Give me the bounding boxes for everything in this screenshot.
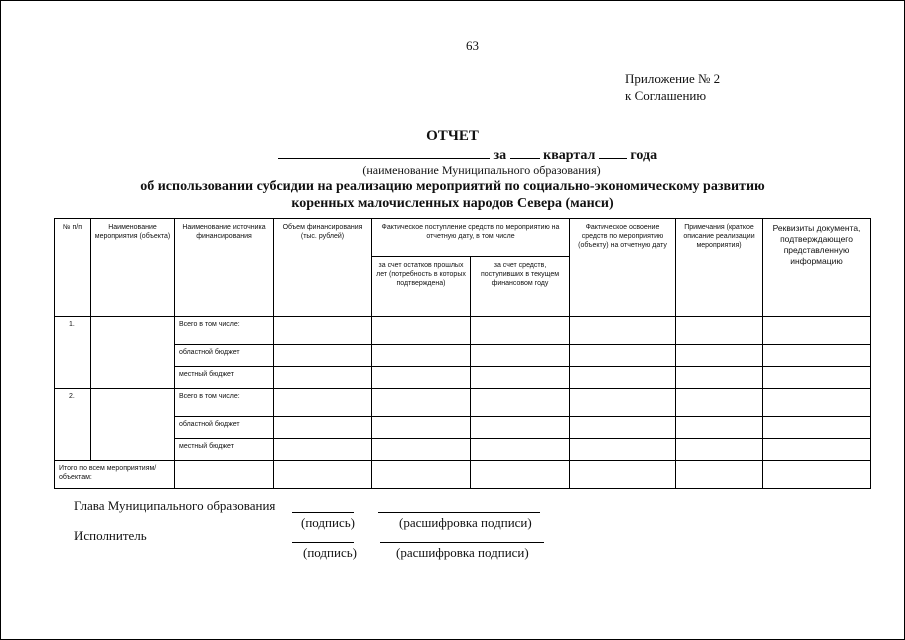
cell[interactable] <box>570 417 676 439</box>
cell[interactable] <box>274 389 372 417</box>
cell[interactable] <box>372 461 471 489</box>
cell[interactable] <box>570 439 676 461</box>
subtitle-line-2: коренных малочисленных народов Севера (манси) <box>291 196 614 211</box>
table-row <box>55 367 871 389</box>
appendix-note <box>625 70 720 104</box>
total-row <box>55 461 871 489</box>
event-cell[interactable] <box>91 317 175 389</box>
row-num: 1. <box>55 317 91 389</box>
cell[interactable] <box>471 461 570 489</box>
cell[interactable] <box>175 461 274 489</box>
cell[interactable] <box>676 439 763 461</box>
year-blank <box>599 146 627 159</box>
cell[interactable] <box>274 439 372 461</box>
executor-decode-line[interactable] <box>380 542 544 543</box>
row-num: 2. <box>55 389 91 461</box>
period-za: за <box>493 148 507 163</box>
cell[interactable] <box>763 417 871 439</box>
table-row <box>55 439 871 461</box>
municipality-hint: (наименование Муниципального образования) <box>362 163 601 177</box>
table-row <box>55 345 871 367</box>
header-actual-receipt: Фактическое поступление средств по мероприятию на отчетную дату, в том числе <box>372 219 570 257</box>
header-event: Наименование мероприятия (объекта) <box>91 219 175 317</box>
quarter-blank <box>510 146 540 159</box>
head-sign-hint: (подпись) <box>301 515 355 530</box>
cell[interactable] <box>570 317 676 345</box>
head-decode-hint: (расшифровка подписи) <box>399 515 532 530</box>
cell[interactable] <box>471 439 570 461</box>
cell[interactable] <box>676 461 763 489</box>
cell[interactable] <box>372 439 471 461</box>
cell[interactable] <box>763 317 871 345</box>
cell[interactable] <box>274 417 372 439</box>
header-actual-use: Фактическое освоение средств по мероприятию (объекту) на отчетную дату <box>570 219 676 317</box>
cell[interactable] <box>676 389 763 417</box>
cell[interactable] <box>372 417 471 439</box>
cell[interactable] <box>274 367 372 389</box>
header-requisites: Реквизиты документа, подтверждающего представленную информацию <box>763 219 871 317</box>
page-number: 63 <box>466 38 479 53</box>
head-label: Глава Муниципального образования <box>74 498 276 513</box>
cell[interactable] <box>372 367 471 389</box>
cell[interactable] <box>676 317 763 345</box>
source-local-cell: местный бюджет <box>175 367 274 389</box>
table-row <box>55 389 871 417</box>
cell[interactable] <box>471 417 570 439</box>
report-subtitle <box>0 178 905 212</box>
total-label: Итого по всем мероприятиям/объектам: <box>55 461 175 489</box>
source-total-cell: Всего в том числе: <box>175 389 274 417</box>
header-notes: Примечания (краткое описание реализации мероприятия) <box>676 219 763 317</box>
report-title: ОТЧЕТ <box>426 128 479 144</box>
cell[interactable] <box>676 417 763 439</box>
municipality-blank <box>278 146 490 159</box>
cell[interactable] <box>763 461 871 489</box>
subtitle-line-1: об использовании субсидии на реализацию мероприятий по социально-экономическому развитию <box>140 179 765 194</box>
source-regional-cell: областной бюджет <box>175 417 274 439</box>
header-source: Наименование источника финансирования <box>175 219 274 317</box>
report-period-line <box>278 146 657 164</box>
cell[interactable] <box>676 345 763 367</box>
cell[interactable] <box>570 461 676 489</box>
cell[interactable] <box>471 345 570 367</box>
header-receipt-prev-years: за счет остатков прошлых лет (потребность в которых подтверждена) <box>372 257 471 317</box>
appendix-line-1: Приложение № 2 <box>625 71 721 86</box>
head-decode-line[interactable] <box>378 512 540 513</box>
source-total-cell: Всего в том числе: <box>175 317 274 345</box>
cell[interactable] <box>372 389 471 417</box>
header-num: № п/п <box>55 219 91 317</box>
cell[interactable] <box>676 367 763 389</box>
cell[interactable] <box>763 367 871 389</box>
event-cell[interactable] <box>91 389 175 461</box>
cell[interactable] <box>763 389 871 417</box>
cell[interactable] <box>570 345 676 367</box>
executor-sign-hint: (подпись) <box>303 545 357 560</box>
period-quarter: квартал <box>543 148 596 163</box>
executor-decode-hint: (расшифровка подписи) <box>396 545 529 560</box>
executor-label: Исполнитель <box>74 528 147 543</box>
period-year: года <box>630 148 658 163</box>
header-receipt-current-year: за счет средств, поступивших в текущем финансовом году <box>471 257 570 317</box>
executor-sign-line[interactable] <box>292 542 354 543</box>
header-volume: Объем финансирования (тыс. рублей) <box>274 219 372 317</box>
cell[interactable] <box>471 317 570 345</box>
cell[interactable] <box>372 317 471 345</box>
table-row <box>55 417 871 439</box>
cell[interactable] <box>471 367 570 389</box>
table-row <box>55 317 871 345</box>
cell[interactable] <box>274 317 372 345</box>
appendix-line-2: к Соглашению <box>625 88 707 103</box>
cell[interactable] <box>274 461 372 489</box>
cell[interactable] <box>372 345 471 367</box>
head-sign-line[interactable] <box>292 512 354 513</box>
cell[interactable] <box>570 367 676 389</box>
cell[interactable] <box>763 345 871 367</box>
cell[interactable] <box>471 389 570 417</box>
cell[interactable] <box>274 345 372 367</box>
source-local-cell: местный бюджет <box>175 439 274 461</box>
cell[interactable] <box>763 439 871 461</box>
source-regional-cell: областной бюджет <box>175 345 274 367</box>
cell[interactable] <box>570 389 676 417</box>
report-table <box>54 218 871 489</box>
